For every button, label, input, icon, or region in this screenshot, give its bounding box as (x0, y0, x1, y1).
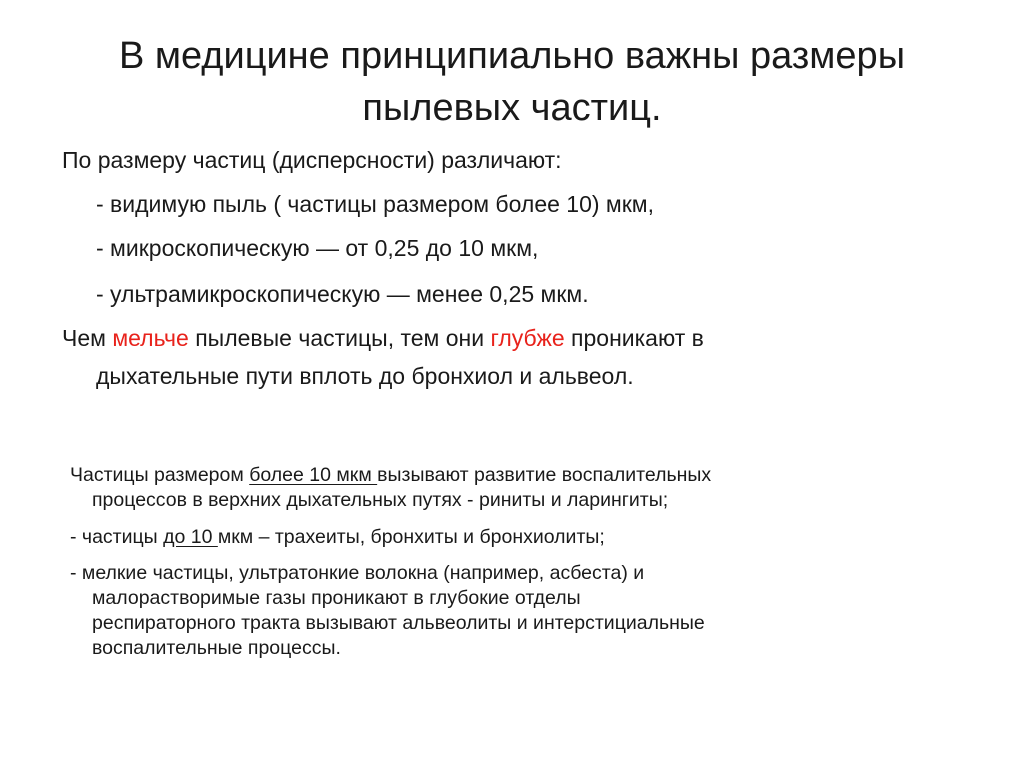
penetration-text: проникают в (564, 325, 704, 351)
penetration-line-2: дыхательные пути вплоть до бронхиол и альвеол. (96, 363, 634, 389)
effects-p1-line-1 (70, 463, 711, 487)
slide-title (60, 30, 964, 134)
effects-text: мкм – трахеиты, бронхиты и бронхиолиты; (217, 526, 605, 548)
highlight-deeper: глубже (490, 325, 565, 351)
penetration-text: Чем (62, 325, 113, 351)
effects-p1-line-2: процессов в верхних дыхательных путях - риниты и ларингиты; (92, 489, 669, 511)
classification-intro: По размеру частиц (дисперсности) различают: (62, 147, 562, 173)
classification-item-visible: - видимую пыль ( частицы размером более 10) мкм, (96, 191, 654, 217)
classification-item-ultramicroscopic: - ультрамикроскопическую — менее 0,25 мкм. (96, 281, 589, 307)
penetration-line-1 (62, 324, 704, 352)
underlined-over-10: более 10 мкм (249, 464, 378, 486)
effects-p3-line-4: воспалительные процессы. (92, 637, 341, 659)
highlight-smaller: мельче (112, 325, 189, 351)
classification-item-microscopic: - микроскопическую — от 0,25 до 10 мкм, (96, 235, 539, 261)
penetration-text: пылевые частицы, тем они (188, 325, 491, 351)
effects-text: - частицы (70, 526, 164, 548)
effects-text: Частицы размером (70, 464, 250, 486)
effects-p3-line-1: - мелкие частицы, ультратонкие волокна (например, асбеста) и (70, 562, 645, 584)
effects-p3-line-2: малорастворимые газы проникают в глубокие отделы (92, 587, 581, 609)
underlined-up-to-10: до 10 (163, 526, 218, 548)
effects-text: вызывают развитие воспалительных (377, 464, 712, 486)
title-line-2: пылевых частиц. (362, 87, 662, 129)
title-line-1: В медицине принципиально важны размеры (118, 35, 906, 77)
effects-p2 (70, 525, 605, 549)
effects-p3-line-3: респираторного тракта вызывают альвеолиты и интерстициальные (92, 612, 705, 634)
